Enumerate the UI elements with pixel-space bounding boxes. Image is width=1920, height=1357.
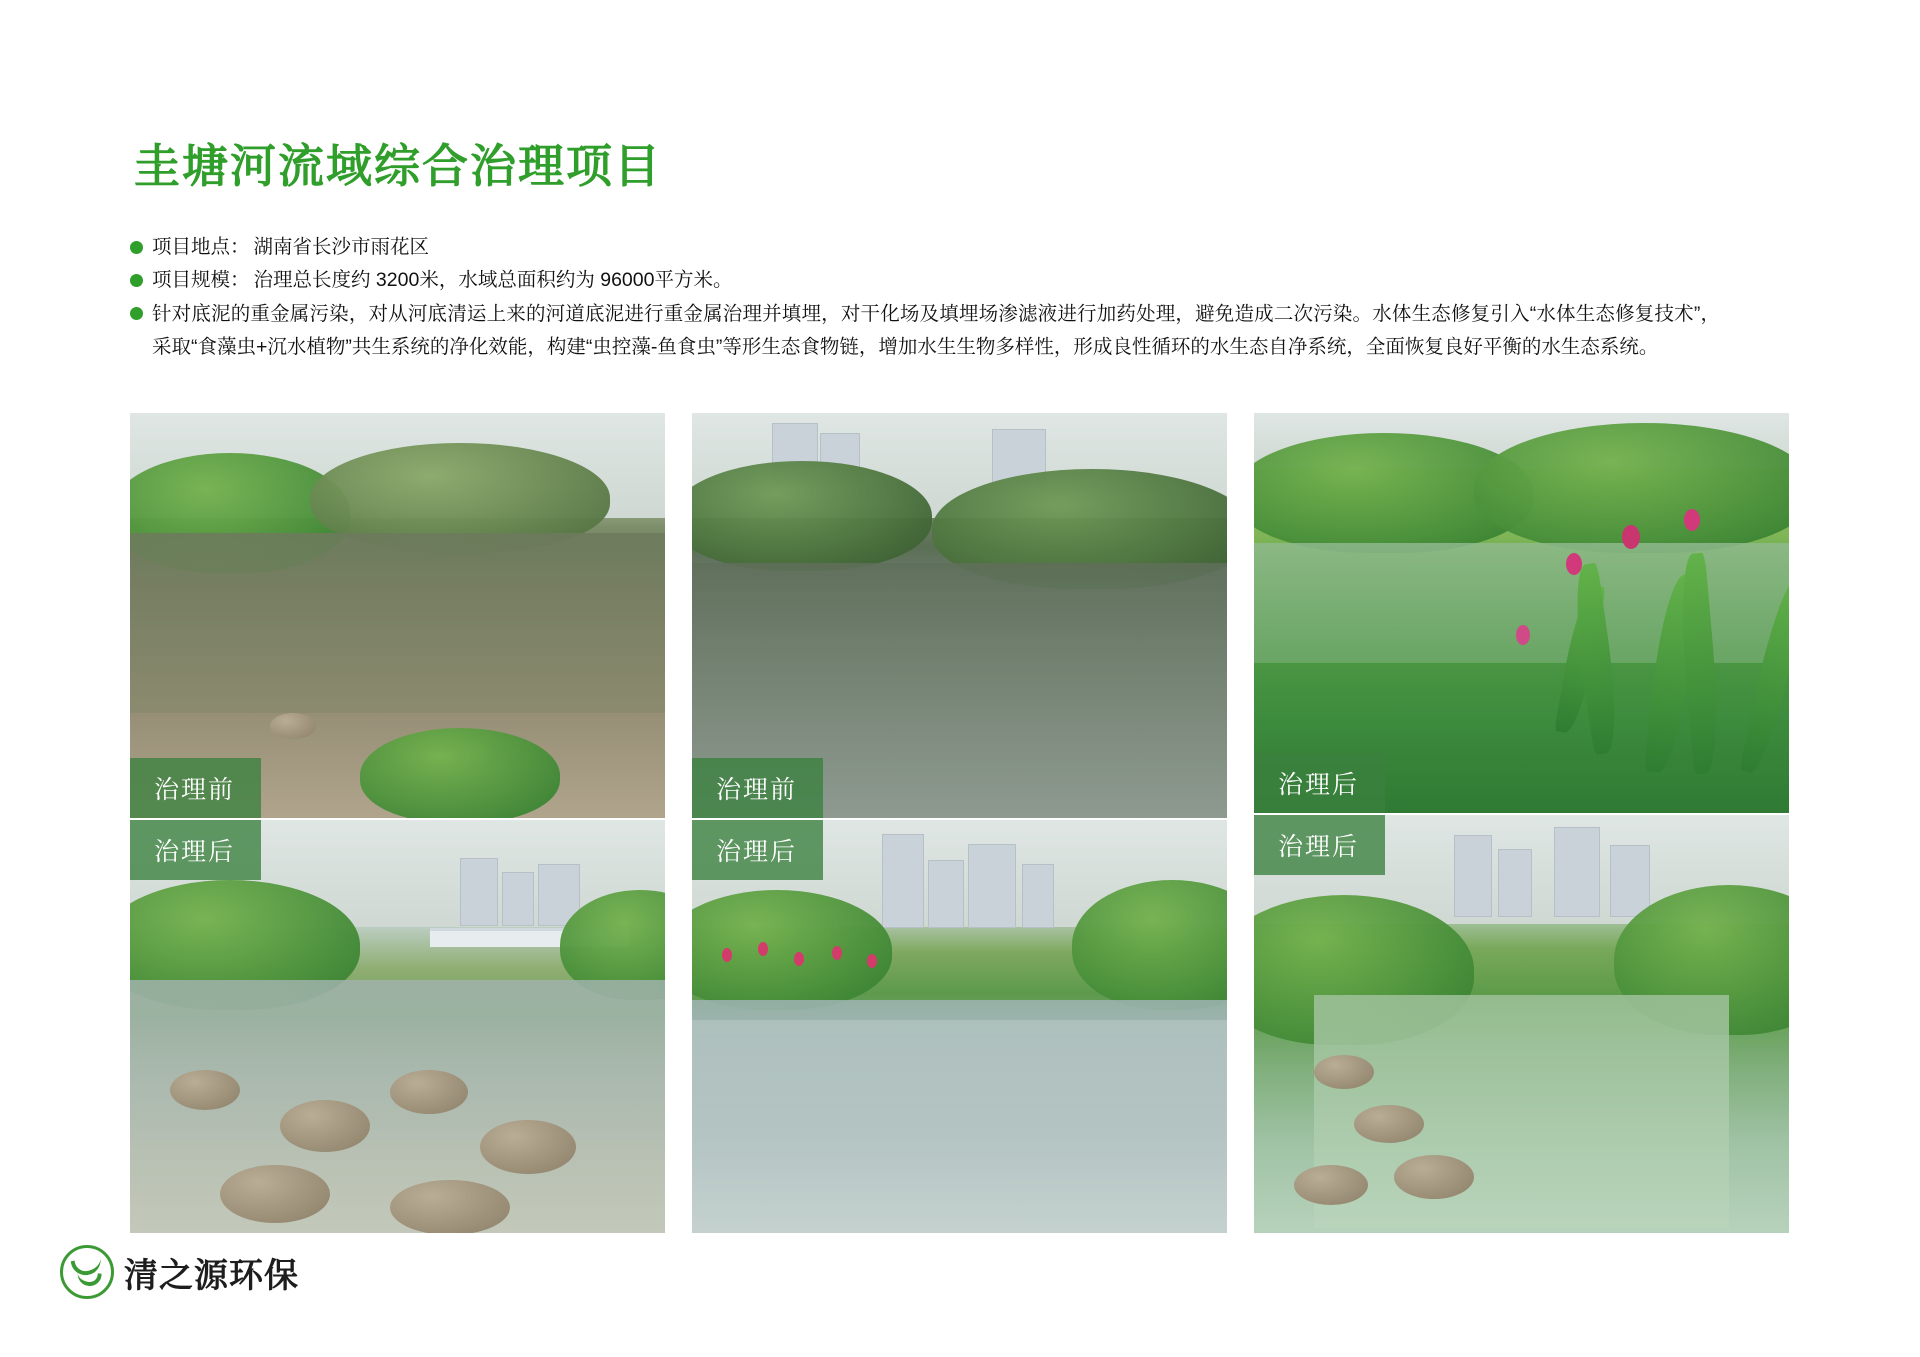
rock — [280, 1100, 370, 1152]
building — [1454, 835, 1492, 917]
rock — [1314, 1055, 1374, 1089]
photo-tag: 治理后 — [1254, 815, 1385, 875]
building — [502, 872, 534, 926]
rock — [390, 1070, 468, 1114]
rock — [1294, 1165, 1368, 1205]
company-logo — [60, 1245, 299, 1299]
building — [1022, 864, 1054, 928]
photo-before-1[interactable] — [130, 413, 665, 818]
photo-before-2[interactable] — [692, 413, 1227, 818]
bullet-icon — [130, 307, 143, 320]
photo-tag: 治理后 — [692, 820, 823, 880]
flower — [722, 948, 732, 962]
bullet-icon — [130, 241, 143, 254]
building — [968, 844, 1016, 928]
flower — [794, 952, 804, 966]
info-scale-label: 项目规模： — [152, 269, 250, 291]
info-location-label: 项目地点： — [152, 236, 250, 258]
photo-after-4[interactable] — [1254, 815, 1789, 1233]
river-water — [130, 533, 665, 713]
photo-after-1[interactable] — [130, 820, 665, 1233]
info-row-scale — [130, 265, 1720, 296]
photo-tag: 治理前 — [692, 758, 823, 818]
building — [1498, 849, 1532, 917]
iris-flower — [1566, 553, 1582, 575]
gallery-column-3 — [1254, 413, 1789, 1233]
info-description-text: 针对底泥的重金属污染，对从河底清运上来的河道底泥进行重金属治理并填埋，对干化场及填埋场渗滤液进行加药处理，避免造成二次污染。水体生态修复引入“水体生态修复技术”，采取“食藻虫+沉水植物”共生系统的净化效能，构建“虫控藻-鱼食虫”等形生态食物链，增加水生生物多样性，形成良性循环的水生态自净系统，全面恢复良好平衡的水生态系统。 — [152, 303, 1720, 358]
leaf-wave-icon — [60, 1245, 114, 1299]
info-location — [152, 232, 429, 263]
building — [928, 860, 964, 928]
rock — [1354, 1105, 1424, 1143]
photo-tag: 治理后 — [130, 820, 261, 880]
rock — [390, 1180, 510, 1233]
iris-flower — [1516, 625, 1530, 645]
company-name: 清之源环保 — [124, 1256, 299, 1295]
building — [1610, 845, 1650, 917]
info-scale — [152, 265, 732, 296]
rock — [270, 713, 316, 739]
page-title: 圭塘河流域综合治理项目 — [134, 140, 662, 192]
building — [460, 858, 498, 926]
building — [1554, 827, 1600, 917]
flower — [867, 954, 877, 968]
photo-tag: 治理前 — [130, 758, 261, 818]
photo-tag: 治理后 — [1254, 753, 1385, 813]
gallery-column-1 — [130, 413, 665, 1233]
photo-after-2[interactable] — [692, 820, 1227, 1233]
project-info-block — [130, 232, 1720, 366]
info-scale-value: 治理总长度约 3200米，水域总面积约为 96000平方米。 — [253, 269, 733, 291]
flower — [832, 946, 842, 960]
vegetation — [360, 728, 560, 818]
photo-gallery — [130, 413, 1790, 1233]
info-location-value: 湖南省长沙市雨花区 — [253, 236, 430, 258]
water-reflection — [692, 1020, 1227, 1140]
photo-after-3[interactable] — [1254, 413, 1789, 813]
building — [882, 834, 924, 928]
rock — [480, 1120, 576, 1174]
rock — [1394, 1155, 1474, 1199]
vegetation — [692, 461, 932, 571]
info-row-location — [130, 232, 1720, 263]
iris-flower — [1684, 509, 1700, 531]
rock — [170, 1070, 240, 1110]
rock — [220, 1165, 330, 1223]
iris-flower — [1622, 525, 1640, 549]
gallery-column-2 — [692, 413, 1227, 1233]
bullet-icon — [130, 274, 143, 287]
info-row-description — [130, 298, 1720, 364]
flower — [758, 942, 768, 956]
